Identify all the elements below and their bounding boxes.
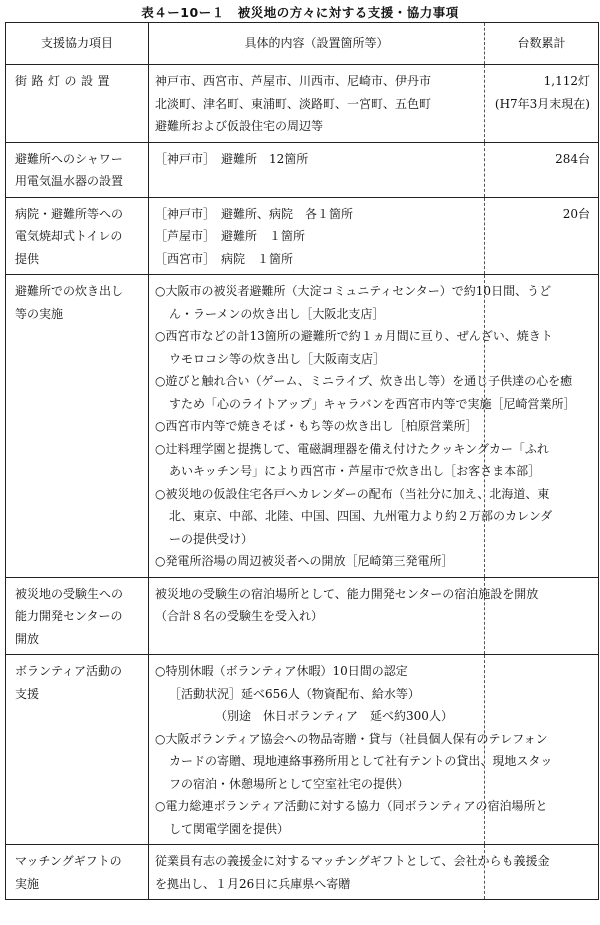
table-title: 表４ー10ー１ 被災地の方々に対する支援・協力事項 [141, 5, 459, 20]
total-note: (H7年3月末現在) [494, 96, 590, 111]
content-line: ○電力総連ボランティア活動に対する協力（同ボランティアの宿泊場所と [155, 799, 548, 813]
content-cell [149, 275, 576, 578]
content-line: あいキッチン号」により西宮市・芦屋市で炊き出し［お客さま本部］ [169, 464, 541, 478]
content-line: ○辻料理学園と提携して、電磁調理器を備え付けたクッキングカー「ふれ [155, 441, 549, 456]
content-line: ○西宮市などの計13箇所の避難所で約１ヵ月間に亘り、ぜんざい、焼きト [155, 329, 553, 343]
item-text: 街路灯の設置 [15, 74, 115, 88]
item-text: 等の実施 [15, 306, 64, 321]
table-row [6, 197, 599, 275]
item-text: 避難所での炊き出し [15, 284, 124, 298]
table-row [6, 65, 599, 143]
total-cell [485, 845, 599, 900]
item-cell [6, 197, 149, 275]
item-text: 被災地の受験生への [15, 586, 124, 601]
content-line: を拠出し、１月26日に兵庫県へ寄贈 [155, 876, 351, 891]
content-cell [149, 655, 553, 845]
content-line: ○大阪ボランティア協会への物品寄贈・貸与（社員個人保有のテレフォン [155, 731, 548, 746]
item-text: 開放 [15, 631, 40, 646]
table-row [6, 655, 599, 845]
header-item: 支援協力項目 [6, 23, 149, 65]
total-text: 20台 [562, 206, 590, 221]
content-line: ○西宮市内等で焼きそば・もち等の炊き出し［柏原営業所］ [155, 419, 478, 433]
content-line: すため「心のライトアップ」キャラバンを西宮市内等で実施［尼崎営業所］ [169, 396, 576, 411]
total-text: 1,112灯 [543, 74, 590, 88]
table-row [6, 845, 599, 900]
total-cell [485, 142, 599, 197]
total-cell [485, 275, 599, 578]
content-line: フの宿泊・休憩場所として空室社宅の提供） [169, 776, 410, 791]
content-line: ウモロコシ等の炊き出し［大阪南支店］ [169, 351, 386, 366]
content-cell [149, 197, 485, 275]
content-cell [149, 65, 485, 143]
item-text: 実施 [15, 876, 40, 891]
item-text: 避難所へのシャワー [15, 151, 123, 166]
item-cell [6, 655, 149, 845]
content-line: ーの提供受け） [169, 531, 254, 546]
content-line: して関電学園を提供） [169, 821, 290, 836]
table-row [6, 577, 599, 655]
content-line: 神戸市、西宮市、芦屋市、川西市、尼崎市、伊丹市 [155, 74, 432, 88]
item-text: 能力開発センターの [15, 609, 123, 623]
content-line: ○遊びと触れ合い（ゲーム、ミニライブ、炊き出し等）を通じ子供達の心を癒 [155, 374, 573, 388]
item-text: 支援 [15, 686, 40, 701]
content-line: ［芦屋市］ 避難所 １箇所 [155, 229, 306, 243]
content-line: （合計８名の受験生を受入れ） [155, 609, 324, 623]
total-cell [485, 655, 599, 845]
content-line: ［神戸市］ 避難所、病院 各１箇所 [155, 206, 354, 221]
content-line: カードの寄贈、現地連絡事務所用として社有テントの貸出、現地スタッ [169, 754, 553, 768]
content-line: ○特別休暇（ボランティア休暇）10日間の認定 [155, 664, 408, 678]
total-cell [485, 65, 599, 143]
item-cell [6, 577, 149, 655]
content-line: ○被災地の仮設住宅各戸へカレンダーの配布（当社分に加え、北海道、東 [155, 486, 550, 501]
item-text: マッチングギフトの [15, 854, 122, 868]
item-text: ボランティア活動の [15, 664, 123, 678]
content-cell [149, 142, 485, 197]
content-line: ○大阪市の被災者避難所（大淀コミュニティセンター）で約10日間、うど [155, 284, 552, 298]
content-line: 北淡町、津名町、東浦町、淡路町、一宮町、五色町 [155, 96, 432, 111]
support-table [5, 22, 599, 900]
item-cell [6, 845, 149, 900]
content-line: 被災地の受験生の宿泊場所として、能力開発センターの宿泊施設を開放 [155, 586, 539, 601]
total-text: 284台 [555, 151, 590, 166]
content-line: 従業員有志の義援金に対するマッチングギフトとして、会社からも義援金 [155, 854, 550, 868]
content-cell [149, 845, 550, 900]
item-cell [6, 65, 149, 143]
item-cell [6, 142, 149, 197]
header-row [6, 23, 599, 65]
item-text: 電気焼却式トイレの [15, 229, 123, 243]
item-text: 用電気温水器の設置 [15, 174, 124, 188]
content-line: ○発電所浴場の周辺被災者への開放［尼崎第三発電所］ [155, 554, 454, 568]
content-line: ん・ラーメンの炊き出し［大阪北支店］ [169, 306, 385, 321]
header-total: 台数累計 [485, 23, 599, 65]
content-line: 避難所および仮設住宅の周辺等 [155, 119, 324, 133]
content-line: ［活動状況］延べ656人（物資配布、給水等） [169, 686, 420, 701]
item-text: 提供 [15, 251, 40, 266]
item-cell [6, 275, 149, 578]
content-line: 北、東京、中部、北陸、中国、四国、九州電力より約２万部のカレンダ [169, 509, 553, 523]
header-content: 具体的内容（設置箇所等） [149, 23, 485, 65]
total-cell [485, 197, 599, 275]
content-line: ［西宮市］ 病院 １箇所 [155, 251, 294, 266]
table-row [6, 275, 599, 578]
content-cell [149, 577, 539, 655]
table-row [6, 142, 599, 197]
content-line: （別途 休日ボランティア 延べ約300人） [215, 709, 453, 723]
item-text: 病院・避難所等への [15, 206, 124, 221]
content-line: ［神戸市］ 避難所 12箇所 [155, 151, 309, 166]
